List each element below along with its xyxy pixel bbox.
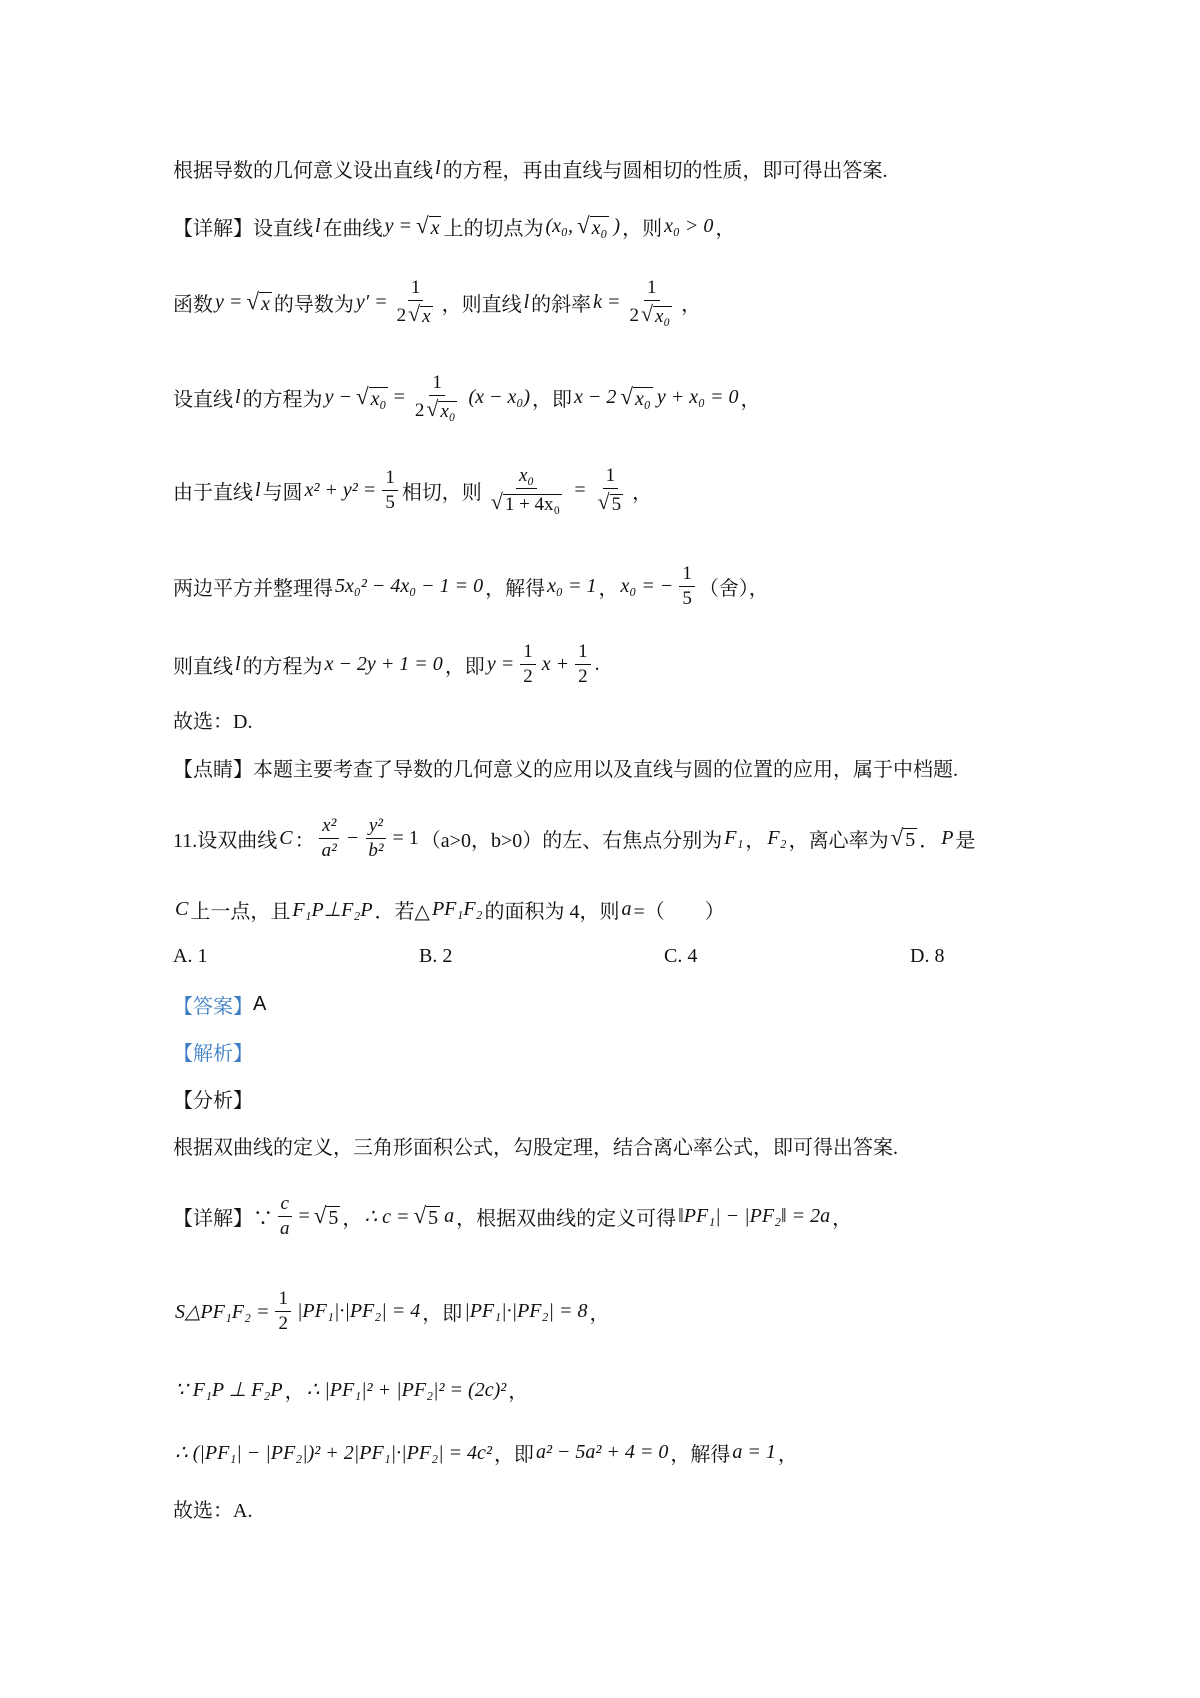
math: l xyxy=(235,385,241,408)
detail-line-2 xyxy=(173,274,701,330)
text: 相切，则 xyxy=(401,481,482,504)
math: C xyxy=(279,826,293,849)
text: . xyxy=(594,652,600,675)
text: ， xyxy=(598,577,619,600)
text: ： xyxy=(294,829,315,852)
question-11-line-2 xyxy=(173,894,725,924)
text: ， xyxy=(284,1380,305,1403)
fraction: $\frac{1}{5}$ xyxy=(679,562,695,611)
math: 5x₀² − 4x₀ − 1 = 0 xyxy=(335,574,484,597)
detail2-line-2 xyxy=(173,1283,609,1339)
sqrt: √ 5 xyxy=(314,1203,341,1229)
answer-value: A xyxy=(253,992,267,1015)
text: ，则直线 xyxy=(441,293,522,316)
fraction: 1 √ 5 xyxy=(593,464,629,516)
text: =（ ） xyxy=(633,900,725,923)
text: 的面积为 4，则 xyxy=(484,900,620,923)
option-c[interactable]: C. 4 xyxy=(664,944,698,967)
sqrt: √ x xyxy=(246,289,272,315)
math: = xyxy=(392,385,406,408)
math: F₁P⊥F₂P xyxy=(292,898,373,921)
math: l xyxy=(523,290,530,313)
math: = xyxy=(573,478,587,501)
text: ．若△ xyxy=(374,900,430,923)
math: y + x₀ = 0 xyxy=(656,385,739,408)
math: F₁ xyxy=(724,826,744,849)
text: ． xyxy=(919,829,940,852)
option-b[interactable]: B. 2 xyxy=(419,944,453,967)
fraction: $\frac{1}{2}$ xyxy=(520,640,536,689)
text: ，离心率为 xyxy=(788,829,889,852)
math: y = xyxy=(486,652,515,675)
detail2-line-1 xyxy=(173,1188,852,1244)
text: （a>0，b>0）的左、右焦点分别为 xyxy=(420,829,723,852)
text: ， xyxy=(715,217,736,240)
text: 的方程为 xyxy=(242,655,323,678)
text: 由于直线 xyxy=(173,481,253,504)
math: ∴ (|PF₁| − |PF₂|)² + 2|PF₁|·|PF₂| = 4c² xyxy=(175,1441,492,1464)
text: 上一点，且 xyxy=(190,900,291,923)
text: ，即 xyxy=(493,1443,534,1466)
math: |PF₁|·|PF₂| = 4 xyxy=(296,1299,421,1322)
conclusion-a: 故选：A. xyxy=(173,1499,253,1522)
math: F₂ xyxy=(767,826,787,849)
math: ∴ |PF₁|² + |PF₂|² = (2c)² xyxy=(306,1378,507,1401)
sqrt: √ x₀ xyxy=(620,384,652,410)
math: = xyxy=(298,1204,310,1227)
fenxi-text: 根据双曲线的定义，三角形面积公式，勾股定理，结合离心率公式，即可得出答案. xyxy=(173,1136,898,1159)
answer-line xyxy=(173,989,266,1019)
question-11-line-1 xyxy=(173,810,975,866)
text: 的方程，再由直线与圆相切的性质，即可得出答案. xyxy=(442,159,888,182)
text: ， xyxy=(632,481,653,504)
text: 根据导数的几何意义设出直线 xyxy=(173,159,433,182)
fraction: $\frac{\text{y²}}{\text{b²}}$ xyxy=(365,814,386,863)
math: x − 2 xyxy=(573,385,617,408)
text: ， xyxy=(740,388,761,411)
math: P xyxy=(941,826,954,849)
text: （舍）， xyxy=(698,577,769,600)
math: − xyxy=(345,826,360,849)
comment-line: 【点睛】本题主要考查了导数的几何意义的应用以及直线与圆的位置的应用，属于中档题. xyxy=(173,758,958,781)
fraction: 1 2 √ x xyxy=(394,276,438,328)
text: 的方程为 xyxy=(242,388,323,411)
math: a² − 5a² + 4 = 0 xyxy=(535,1440,669,1463)
math: x₀ = − xyxy=(620,574,674,597)
math: ‖PF₁| − |PF₂‖ = 2a xyxy=(678,1204,831,1227)
math: x − 2y + 1 = 0 xyxy=(324,652,443,675)
math: a = 1 xyxy=(732,1440,776,1463)
math: y = xyxy=(215,290,243,313)
math: l xyxy=(315,214,321,237)
text: 在曲线 xyxy=(322,217,383,240)
sqrt: √ 5 xyxy=(414,1203,441,1229)
text: ，即 xyxy=(422,1302,463,1325)
fraction: $\frac{1}{5}$ xyxy=(382,466,398,515)
sqrt: √ x₀ xyxy=(577,213,609,239)
math: y = xyxy=(384,214,412,237)
math: y − xyxy=(324,385,352,408)
text: 的导数为 xyxy=(273,293,354,316)
math: x₀ > 0 xyxy=(664,214,714,237)
text: ， xyxy=(589,1302,610,1325)
detail-line-5 xyxy=(173,558,769,614)
text: ，解得 xyxy=(670,1443,731,1466)
text: ， xyxy=(508,1380,529,1403)
option-d[interactable]: D. 8 xyxy=(910,944,945,967)
sqrt: √ x xyxy=(416,213,442,239)
conclusion-d: 故选：D. xyxy=(173,710,253,733)
math: S△PF₁F₂ = xyxy=(175,1300,270,1323)
fraction: $\frac{\text{x²}}{\text{a²}}$ xyxy=(319,814,340,863)
math: l xyxy=(435,156,441,179)
math: k = xyxy=(593,290,621,313)
math: x₀ = 1 xyxy=(547,574,597,597)
math: l xyxy=(235,652,241,675)
text: 设直线 xyxy=(173,388,233,411)
math: ) xyxy=(613,214,621,237)
text: ，即 xyxy=(444,655,485,678)
fraction: $\frac{c}{a}$ xyxy=(277,1192,293,1241)
fraction: x₀ √ 1 + 4x₀ xyxy=(486,464,567,516)
text: ，根据双曲线的定义可得 xyxy=(456,1207,677,1230)
math: x + xyxy=(541,652,570,675)
math: ∵ F₁P ⊥ F₂P xyxy=(175,1378,283,1401)
fraction: 1 2 √ x₀ xyxy=(627,276,678,328)
text: 11.设双曲线 xyxy=(173,829,278,852)
analysis-line-1 xyxy=(173,153,888,183)
text: 函数 xyxy=(173,293,213,316)
text: 是 xyxy=(955,829,976,852)
math: a xyxy=(444,1204,455,1227)
math: C xyxy=(175,897,189,920)
math: y′ = xyxy=(355,290,388,313)
text: ， xyxy=(342,1207,363,1230)
text: ，解得 xyxy=(485,577,546,600)
text: ，则 xyxy=(622,217,663,240)
answer-label: 【答案】 xyxy=(173,995,253,1018)
text: 【详解】∵ xyxy=(173,1207,273,1230)
text: ， xyxy=(832,1207,853,1230)
text: ， xyxy=(681,293,702,316)
detail2-line-3 xyxy=(173,1374,528,1404)
fraction: 1 2 √ x₀ xyxy=(412,371,463,423)
math: = 1 xyxy=(392,826,419,849)
math: (x − x₀) xyxy=(468,385,530,408)
detail-line-4 xyxy=(173,462,652,518)
math: PF₁F₂ xyxy=(431,897,483,920)
detail-line-3 xyxy=(173,369,761,425)
math: |PF₁|·|PF₂| = 8 xyxy=(464,1299,588,1322)
math: ∴ c = xyxy=(364,1205,410,1228)
sqrt: √ 5 xyxy=(891,825,918,851)
text: ，即 xyxy=(531,388,572,411)
sqrt: √ x₀ xyxy=(356,384,388,410)
text: 与圆 xyxy=(262,481,303,504)
fenxi-label: 【分析】 xyxy=(173,1089,253,1112)
text: 上的切点为 xyxy=(443,217,544,240)
math: x² + y² = xyxy=(304,478,377,501)
analysis-label: 【解析】 xyxy=(173,1042,253,1065)
math: (x₀, xyxy=(545,214,573,237)
text: 的斜率 xyxy=(531,293,592,316)
math: l xyxy=(255,478,261,501)
text: ， xyxy=(777,1443,798,1466)
text: 则直线 xyxy=(173,655,233,678)
detail2-line-4 xyxy=(173,1437,798,1467)
text: 两边平方并整理得 xyxy=(173,577,333,600)
text: 【详解】设直线 xyxy=(173,217,313,240)
math: a xyxy=(621,897,632,920)
detail-line-1 xyxy=(173,208,735,244)
fraction: $\frac{1}{2}$ xyxy=(575,640,591,689)
text: ， xyxy=(745,829,766,852)
fraction: $\frac{1}{2}$ xyxy=(275,1287,291,1336)
option-a[interactable]: A. 1 xyxy=(173,944,208,967)
detail-line-6 xyxy=(173,636,600,692)
